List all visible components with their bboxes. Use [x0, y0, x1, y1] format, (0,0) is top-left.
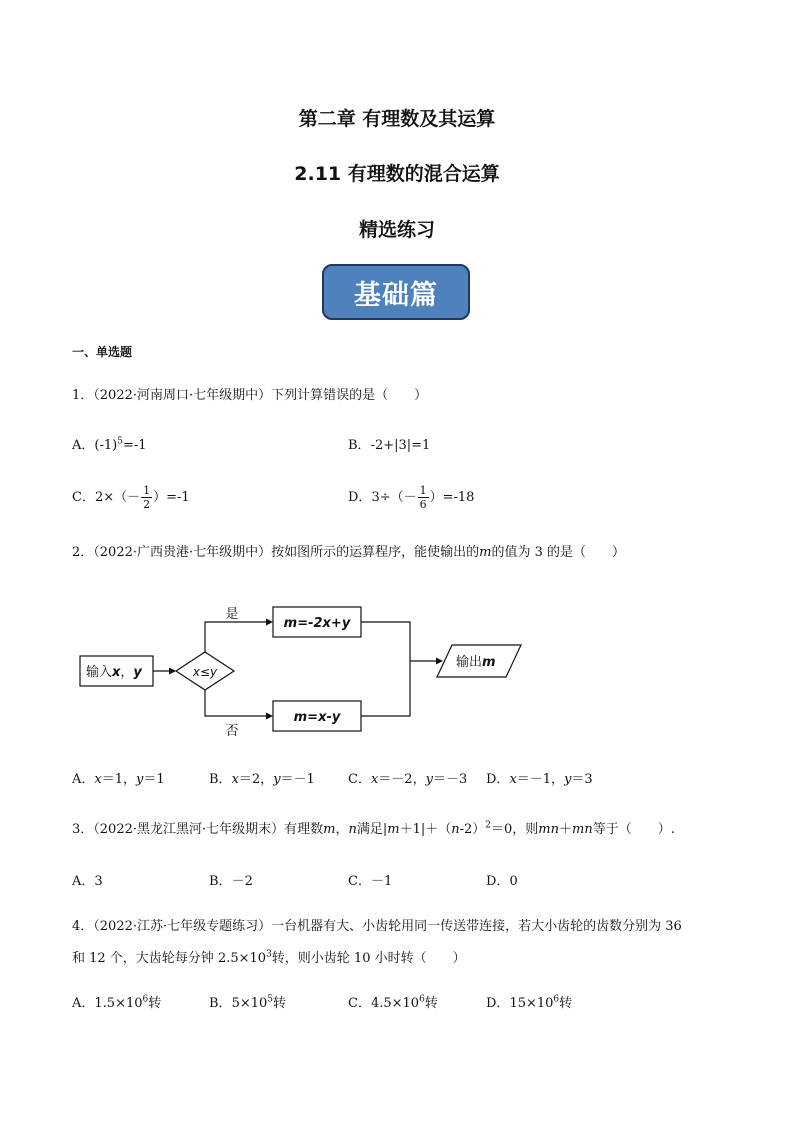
- flow-input-label: 输入x，y: [86, 665, 142, 680]
- q3-option-c: C．－1: [348, 874, 393, 889]
- q4-option-b: B．$5\times 10^5$转: [209, 994, 287, 1011]
- q2-option-a: A．x＝1，y＝1: [72, 772, 165, 787]
- q3-option-d: D．0: [486, 874, 518, 889]
- q3-option-b: B．－2: [209, 874, 253, 889]
- q4-option-a: A．$1.5\times 10^6$转: [72, 994, 162, 1011]
- question-2-stem: 2．（2022·广西贵港·七年级期中）按如图所示的运算程序，能使输出的m的值为 3 的是（ ）: [72, 545, 625, 560]
- q1-option-a: A．$(-1)^5=-1$: [72, 436, 147, 453]
- subtitle: 精选练习: [358, 219, 435, 241]
- q1-option-d: D．3÷（－ $\frac{1}{6}$ ）=-18: [348, 484, 475, 511]
- q2-option-c: C．x＝－2，y＝－3: [348, 772, 468, 787]
- q2-option-b: B．x＝2，y＝－1: [209, 772, 315, 787]
- flow-output-label: 输出m: [456, 655, 496, 670]
- fraction: $\frac{1}{6}$: [419, 484, 427, 511]
- question-1-stem: 1．（2022·河南周口·七年级期中）下列计算错误的是（ ）: [72, 388, 428, 403]
- q2-option-d: D．x＝－1，y＝3: [486, 772, 593, 787]
- flow-condition-label: x≤y: [192, 665, 218, 679]
- fraction: $\frac{1}{2}$: [143, 484, 151, 511]
- q3-option-a: A．3: [72, 874, 103, 889]
- chapter-title: 第二章 有理数及其运算: [298, 108, 496, 130]
- flow-yes-label: 是: [225, 607, 239, 622]
- q4-option-c: C．$4.5\times 10^6$转: [348, 994, 438, 1011]
- q1-option-b: B．-2+|3|=1: [348, 438, 431, 453]
- q1-option-c: C．2×（－ $\frac{1}{2}$ ）=-1: [72, 484, 190, 511]
- q4-option-d: D．$15\times 10^6$转: [486, 994, 573, 1011]
- question-4-stem-line2: 和 12 个，大齿轮每分钟 $2.5\times 10^3$转，则小齿轮 10 小时转（ ）: [72, 949, 466, 966]
- flow-formula-yes: m=-2x+y: [283, 616, 351, 631]
- question-3-stem: 3．（2022·黑龙江黑河·七年级期末）有理数m，n满足$|m+1|+(n-2)^2=0$，则mn＋mn等于（ ）.: [72, 820, 675, 837]
- flowchart: [0, 590, 794, 750]
- flow-no-label: 否: [225, 724, 239, 739]
- flow-formula-no: m=x-y: [293, 710, 341, 725]
- question-4-stem-line1: 4．（2022·江苏·七年级专题练习）一台机器有大、小齿轮用同一传送带连接，若大小齿轮的齿数分别为 36: [72, 919, 682, 934]
- level-badge: 基础篇: [322, 264, 470, 320]
- section-heading: 一、单选题: [72, 345, 133, 359]
- lesson-title: 2.11 有理数的混合运算: [294, 163, 500, 185]
